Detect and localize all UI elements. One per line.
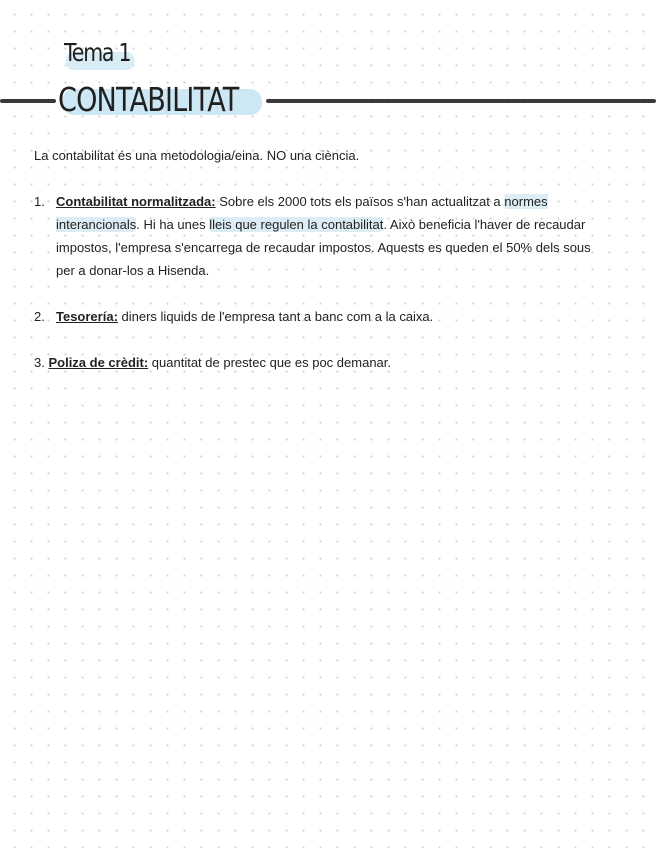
list-item-body (56, 190, 610, 282)
list-item-text: diners liquids de l'empresa tant a banc com a la caixa. (117, 309, 434, 324)
highlighted-text: lleis que regulen la contabilitat (209, 217, 384, 232)
list-item-number: 3. (34, 355, 45, 370)
list-item-text: . Això beneficia l'haver de recaudar impostos, l'empresa s'encarrega de recaudar impostos. Aquests es queden el 50% dels sous per a donar-los a Hisenda. (56, 217, 591, 278)
list-item (34, 190, 610, 282)
intro-paragraph: La contabilitat és una metodologia/eina. NO una ciència. (34, 148, 360, 163)
list-item (34, 351, 634, 374)
list-item-body (56, 305, 610, 328)
title-rule-left (0, 99, 56, 103)
list-item-number: 2. (34, 309, 45, 324)
list-item-term: Poliza de crèdit: (48, 355, 149, 370)
list-item (34, 305, 610, 328)
highlighted-text: normes interancionals (56, 194, 548, 232)
list-item-number: 1. (34, 194, 45, 209)
title-rule-right (266, 99, 656, 103)
list-item-term: Tesorería: (56, 309, 118, 324)
list-item-term: Contabilitat normalitzada: (56, 194, 216, 209)
list-item-text: quantitat de prestec que es poc demanar. (148, 355, 392, 370)
list-item-text: . Hi ha unes (136, 217, 210, 232)
page-title: CONTABILITAT (58, 80, 239, 119)
topic-label (64, 38, 130, 67)
list-item-text: Sobre els 2000 tots els països s'han actualitzat a (215, 194, 505, 209)
title-block (58, 80, 278, 119)
topic-label-text: Tema 1 (64, 38, 131, 67)
